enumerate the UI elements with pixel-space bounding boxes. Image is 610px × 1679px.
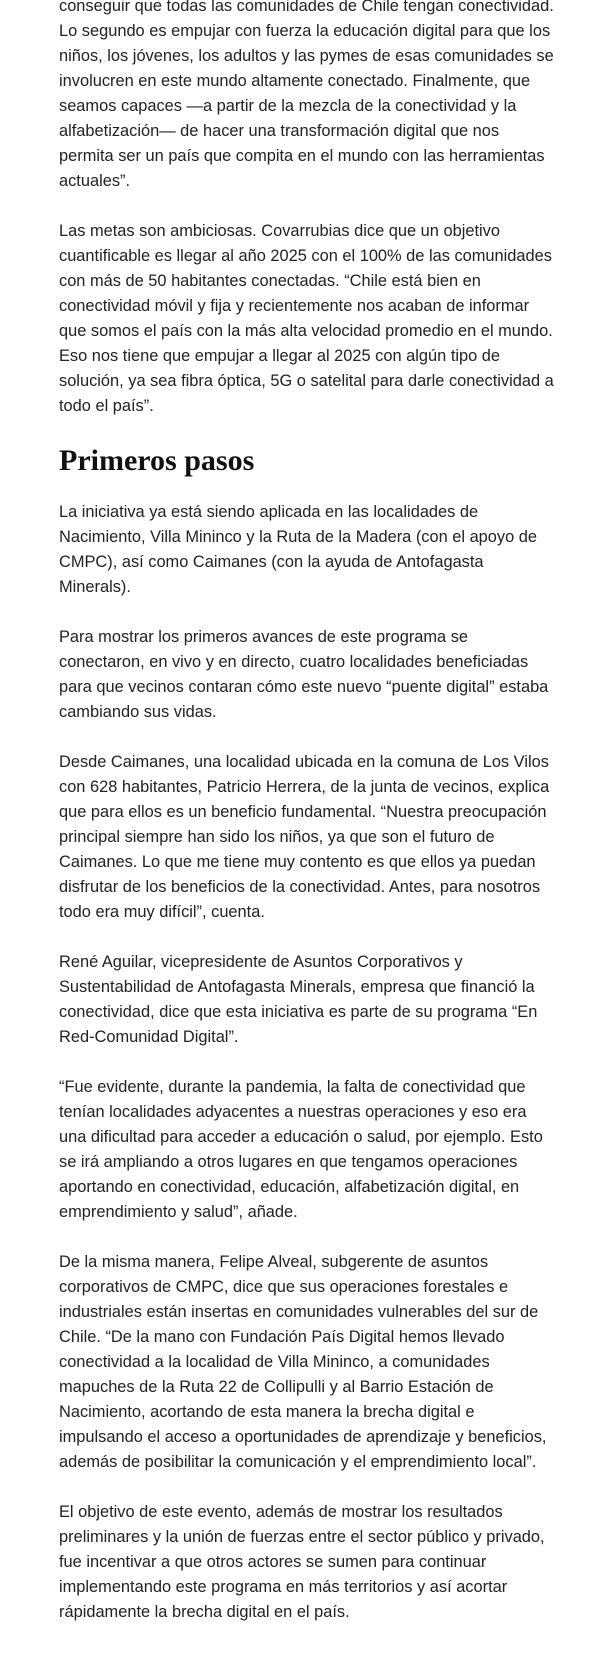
article-paragraph: conseguir que todas las comunidades de Chile tengan conectividad. Lo segundo es empujar con fuerza la educación digital para que los niños, los jóvenes, los adultos y las pymes de esas comunidades se involucren en este mundo altamente conectado. Finalmente, que seamos capaces —a partir de la mezcla de la conectividad y la alfabetización— de hacer una transformación digital que nos permita ser un país que compita en el mundo con las herramientas actuales”. [59,0,554,190]
article-paragraph: El objetivo de este evento, además de mostrar los resultados preliminares y la unión de fuerzas entre el sector público y privado, fue incentivar a que otros actores se sumen para continuar implementando este programa en más territorios y así acortar rápidamente la brecha digital en el país. [59,1503,545,1621]
article-paragraph: René Aguilar, vicepresidente de Asuntos Corporativos y Sustentabilidad de Antofagasta Minerals, empresa que financió la conectividad, dice que esta iniciativa es parte de su programa “En Red-Comunidad Digital”. [59,953,538,1046]
article-paragraph: Las metas son ambiciosas. Covarrubias dice que un objetivo cuantificable es llegar al año 2025 con el 100% de las comunidades con más de 50 habitantes conectadas. “Chile está bien en conectividad móvil y fija y recientemente nos acaban de informar que somos el país con la más alta velocidad promedio en el mundo. Eso nos tiene que empujar a llegar al 2025 con algún tipo de solución, ya sea fibra óptica, 5G o satelital para darle conectividad a todo el país”. [59,222,554,415]
article-paragraph: De la misma manera, Felipe Alveal, subgerente de asuntos corporativos de CMPC, dice que sus operaciones forestales e industriales están insertas en comunidades vulnerables del sur de Chile. “De la mano con Fundación País Digital hemos llevado conectividad a la localidad de Villa Mininco, a comunidades mapuches de la Ruta 22 de Collipulli y al Barrio Estación de Nacimiento, acortando de esta manera la brecha digital e impulsando el acceso a oportunidades de aprendizaje y beneficios, además de posibilitar la comunicación y el emprendimiento local”. [59,1253,547,1471]
article-body [59,0,557,1650]
article-paragraph: “Fue evidente, durante la pandemia, la falta de conectividad que tenían localidades adyacentes a nuestras operaciones y eso era una dificultad para acceder a educación o salud, por ejemplo. Esto se irá ampliando a otros lugares en que tengamos operaciones aportando en conectividad, educación, alfabetización digital, en emprendimiento y salud”, añade. [59,1078,543,1221]
article-paragraph: Desde Caimanes, una localidad ubicada en la comuna de Los Vilos con 628 habitantes, Patricio Herrera, de la junta de vecinos, explica que para ellos es un beneficio fundamental. “Nuestra preocupación principal siempre han sido los niños, ya que son el futuro de Caimanes. Lo que me tiene muy contento es que ellos ya puedan disfrutar de los beneficios de la conectividad. Antes, para nosotros todo era muy difícil”, cuenta. [59,753,550,921]
article-paragraph: La iniciativa ya está siendo aplicada en las localidades de Nacimiento, Villa Mininco y la Ruta de la Madera (con el apoyo de CMPC), así como Caimanes (con la ayuda de Antofagasta Minerals). [59,503,538,596]
section-heading: Primeros pasos [59,444,255,477]
article-paragraph: Para mostrar los primeros avances de este programa se conectaron, en vivo y en directo, cuatro localidades beneficiadas para que vecinos contaran cómo este nuevo “puente digital” estaba cambiando sus vidas. [59,628,549,721]
